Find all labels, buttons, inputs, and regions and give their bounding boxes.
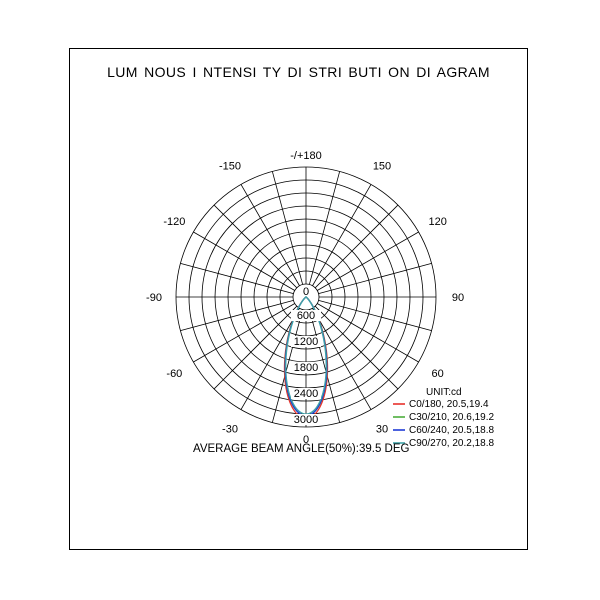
angle-label: 90 [451, 292, 465, 304]
angle-label: -30 [222, 423, 238, 436]
legend [393, 387, 495, 449]
legend-entry: C0/180, 20.5,19.4 [409, 399, 489, 410]
ring-label: 3000 [293, 414, 319, 426]
angle-label: 120 [428, 216, 447, 228]
legend-entry: C60/240, 20.5,18.8 [409, 425, 495, 436]
ring-label: 600 [296, 310, 316, 322]
angle-label: 30 [375, 423, 389, 436]
beam-angle-annotation: AVERAGE BEAM ANGLE(50%):39.5 DEG [193, 443, 410, 455]
angle-label: 60 [431, 368, 444, 380]
legend-entry: C30/210, 20.6,19.2 [409, 412, 495, 423]
chart-title: LUM NOUS I NTENSI TY DI STRI BUTI ON DI AGRAM [107, 64, 490, 80]
angle-label: -60 [166, 368, 183, 380]
angle-label: -/+180 [290, 150, 322, 162]
ring-label: 1200 [293, 336, 319, 348]
angle-label: -120 [163, 216, 186, 228]
ring-label: 2400 [293, 388, 319, 400]
angle-label: -150 [218, 160, 242, 173]
angle-label: 150 [372, 160, 392, 173]
angle-label: 0 [302, 434, 310, 446]
legend-entry: C90/270, 20.2,18.8 [409, 438, 495, 449]
unit-label: UNIT:cd [426, 387, 462, 398]
ring-label: 1800 [293, 362, 319, 374]
ring-label: 0 [302, 286, 310, 298]
angle-label: -90 [146, 292, 162, 304]
